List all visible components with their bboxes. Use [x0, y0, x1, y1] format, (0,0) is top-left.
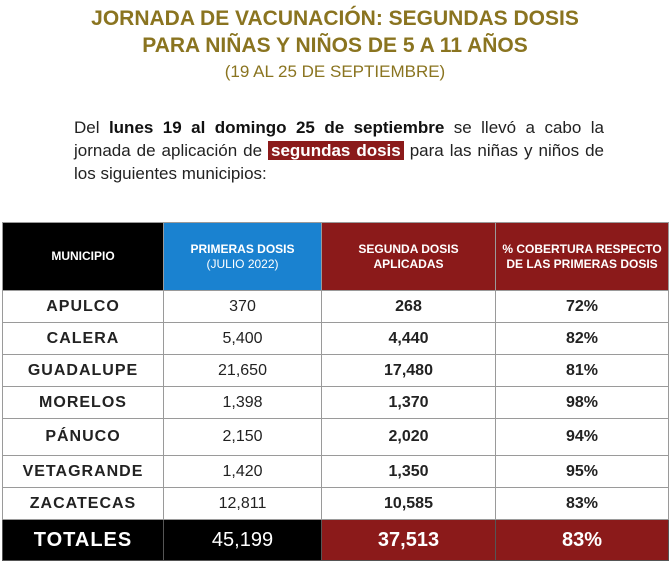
title-line-2: PARA NIÑAS Y NIÑOS DE 5 A 11 AÑOS	[142, 34, 528, 57]
cell-segunda: 1,370	[322, 387, 496, 419]
cell-municipio: ZACATECAS	[3, 488, 164, 520]
table-row	[3, 456, 669, 488]
table-row	[3, 488, 669, 520]
cell-segunda: 10,585	[322, 488, 496, 520]
cell-cobertura: 72%	[496, 291, 669, 323]
cell-cobertura: 81%	[496, 355, 669, 387]
intro-text-2: se llevó a cabo la jornada de aplicación de	[74, 118, 604, 160]
cell-primeras: 12,811	[164, 488, 322, 520]
intro-text-3: para las niñas y niños de los siguientes municipios:	[74, 141, 605, 183]
cell-primeras: 1,420	[164, 456, 322, 488]
cell-segunda: 1,350	[322, 456, 496, 488]
cell-cobertura: 82%	[496, 323, 669, 355]
totals-segunda: 37,513	[322, 520, 496, 561]
table-row	[3, 387, 669, 419]
table-row	[3, 291, 669, 323]
header-primeras	[164, 223, 322, 291]
table-header-row	[3, 223, 669, 291]
header-segunda	[322, 223, 496, 291]
header-primeras-sub: (JULIO 2022)	[206, 256, 279, 271]
cell-cobertura: 98%	[496, 387, 669, 419]
cell-municipio: GUADALUPE	[3, 355, 164, 387]
header-primeras-label: PRIMERAS DOSIS	[190, 241, 295, 256]
cell-primeras: 2,150	[164, 419, 322, 456]
header-cobertura	[496, 223, 669, 291]
totals-cobertura: 83%	[496, 520, 669, 561]
cell-primeras: 370	[164, 291, 322, 323]
table-row	[3, 419, 669, 456]
cell-municipio: CALERA	[3, 323, 164, 355]
cell-cobertura: 94%	[496, 419, 669, 456]
cell-cobertura: 83%	[496, 488, 669, 520]
cell-segunda: 268	[322, 291, 496, 323]
totals-label: TOTALES	[3, 520, 164, 561]
vaccination-table	[2, 222, 669, 561]
intro-date-bold: lunes 19 al domingo 25 de septiembre	[108, 118, 445, 137]
header-segunda-l1: SEGUNDA DOSIS	[358, 241, 459, 256]
intro-highlight: segundas dosis	[268, 141, 404, 160]
intro-paragraph	[74, 116, 604, 185]
cell-cobertura: 95%	[496, 456, 669, 488]
cell-segunda: 17,480	[322, 355, 496, 387]
cell-municipio: VETAGRANDE	[3, 456, 164, 488]
cell-municipio: PÁNUCO	[3, 419, 164, 456]
date-range: (19 AL 25 DE SEPTIEMBRE)	[224, 62, 446, 81]
totals-primeras: 45,199	[164, 520, 322, 561]
totals-row	[3, 520, 669, 561]
cell-municipio: MORELOS	[3, 387, 164, 419]
cell-municipio: APULCO	[3, 291, 164, 323]
cell-segunda: 2,020	[322, 419, 496, 456]
cell-segunda: 4,440	[322, 323, 496, 355]
header-cobertura-l1: % COBERTURA RESPECTO	[502, 241, 662, 256]
table-row	[3, 323, 669, 355]
intro-text-1: Del	[74, 118, 109, 137]
header-cobertura-l2: DE LAS PRIMERAS DOSIS	[506, 256, 658, 271]
title-line-1: JORNADA DE VACUNACIÓN: SEGUNDAS DOSIS	[91, 7, 579, 30]
header-municipio: MUNICIPIO	[3, 223, 164, 291]
cell-primeras: 5,400	[164, 323, 322, 355]
cell-primeras: 21,650	[164, 355, 322, 387]
header-segunda-l2: APLICADAS	[373, 256, 444, 271]
table-row	[3, 355, 669, 387]
cell-primeras: 1,398	[164, 387, 322, 419]
